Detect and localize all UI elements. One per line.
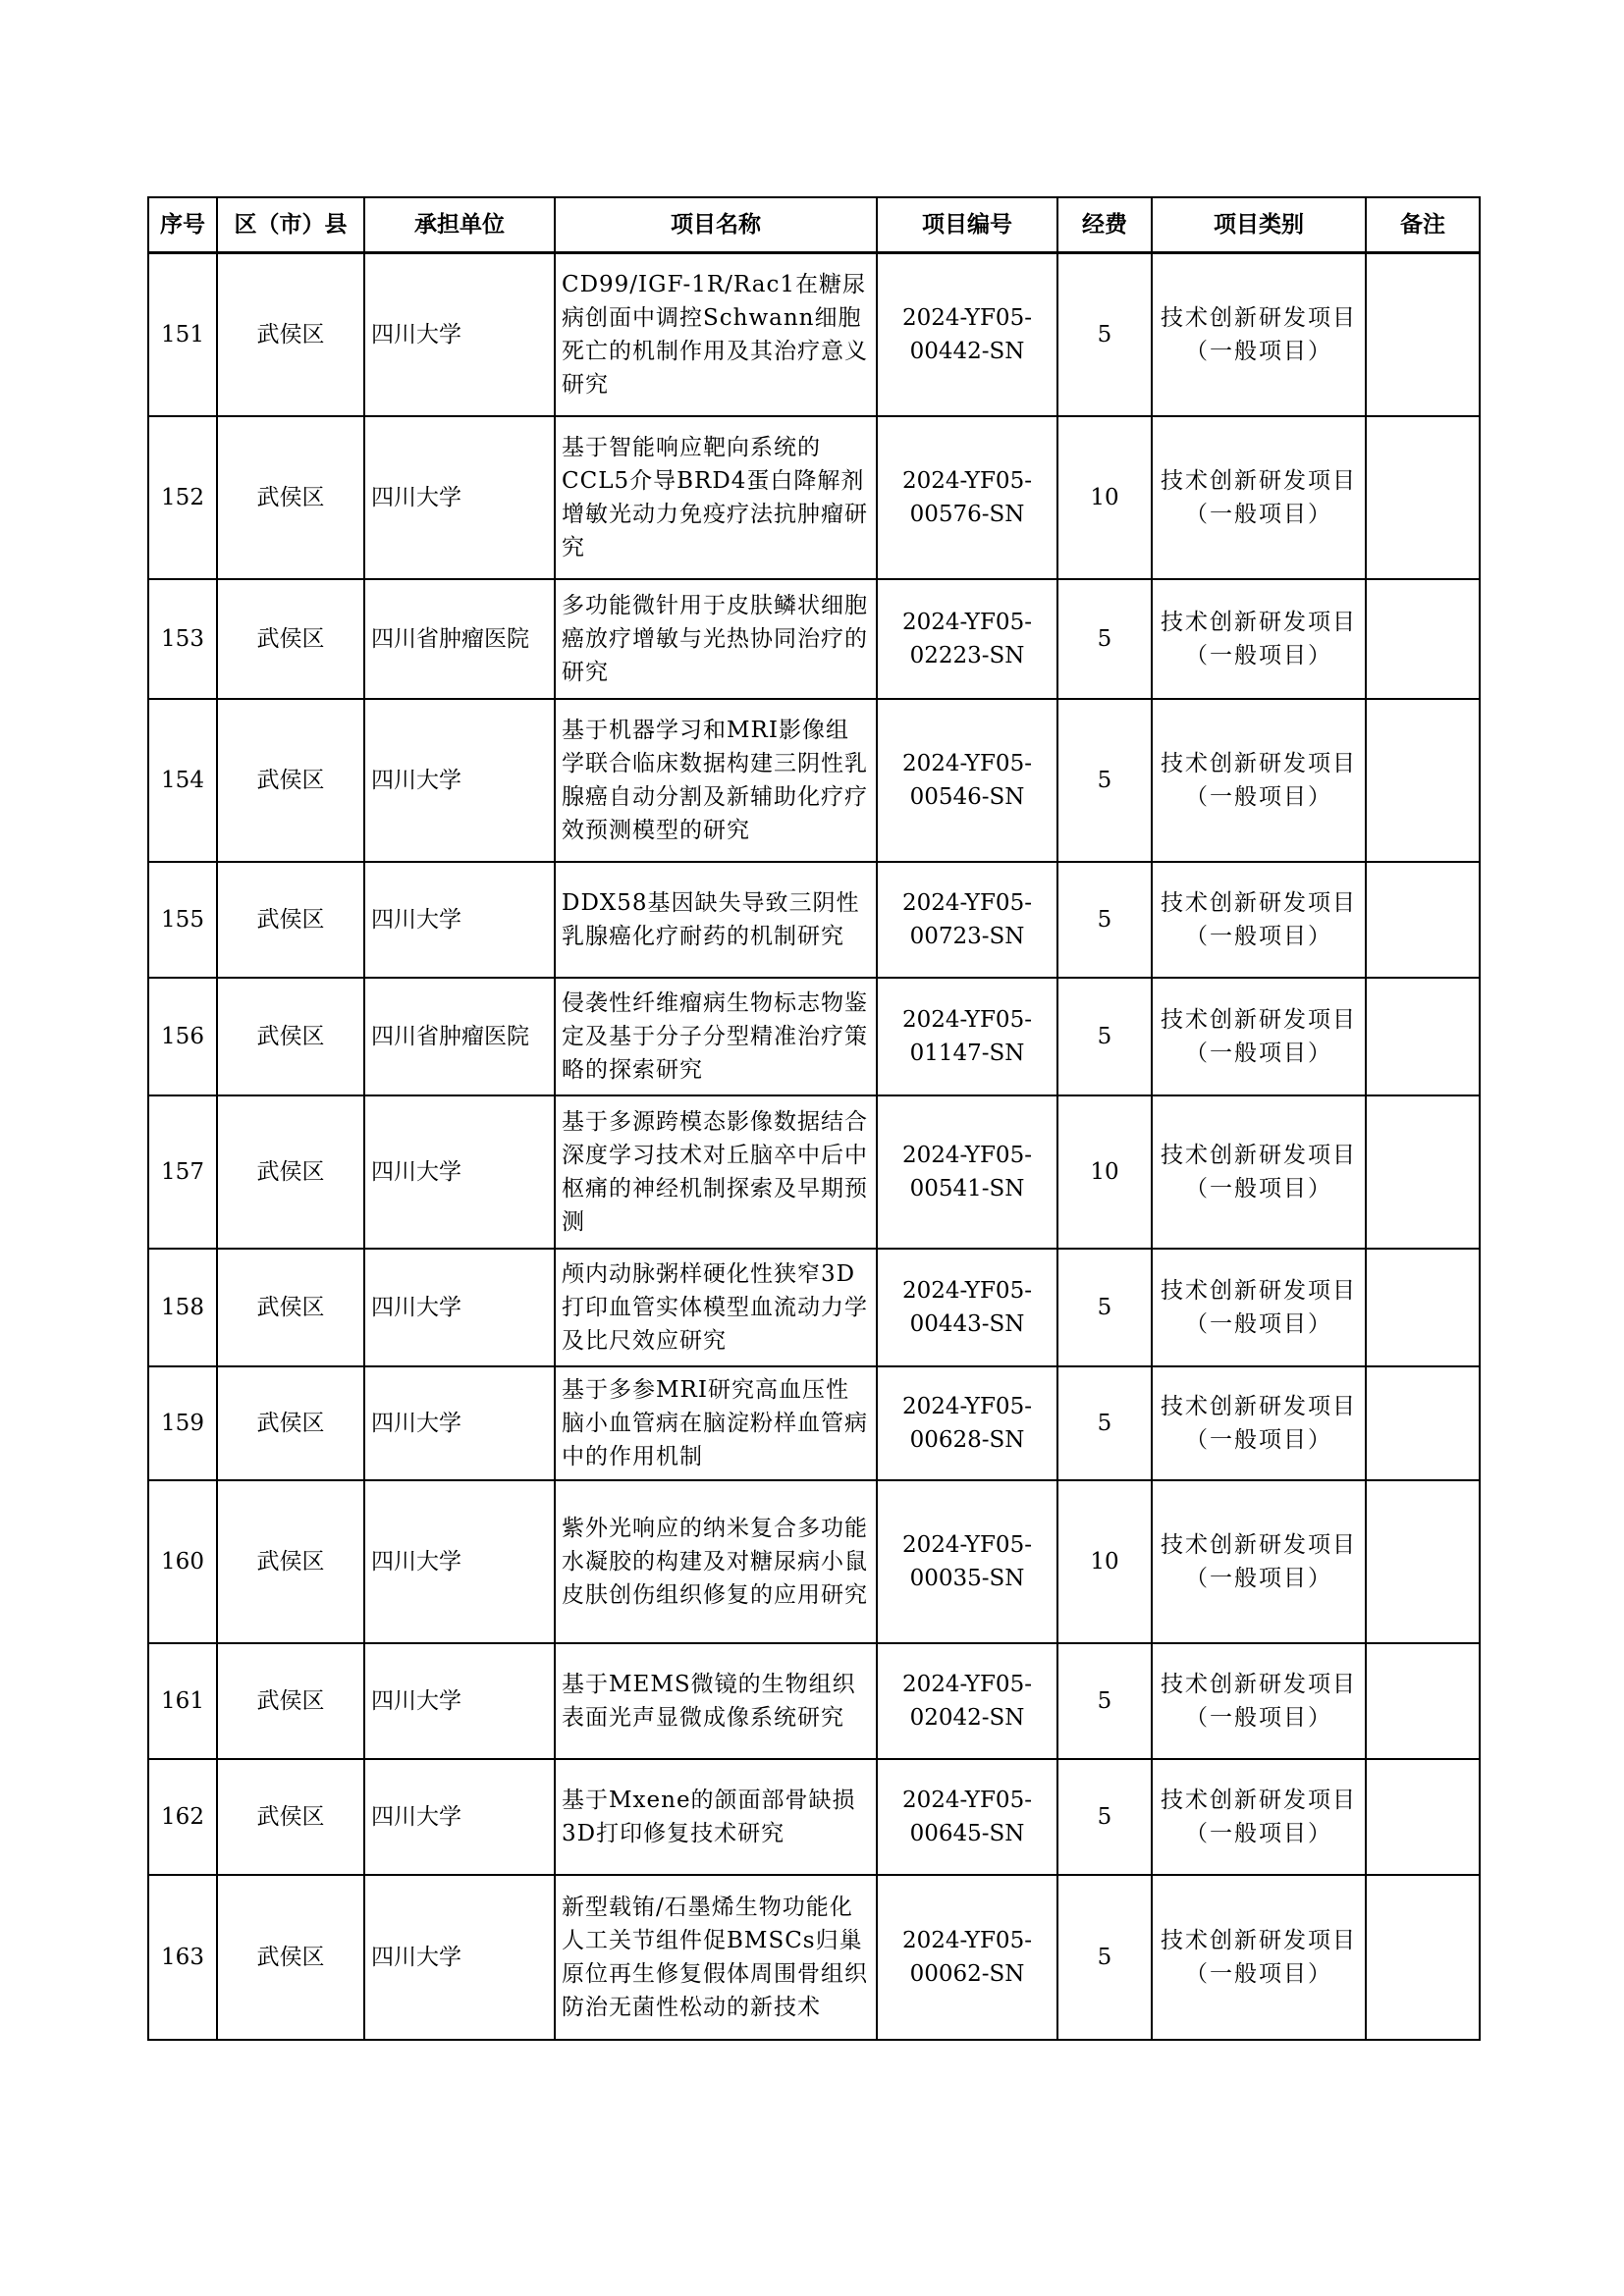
cell-serial: 151 bbox=[148, 253, 217, 416]
category-level: （一般项目） bbox=[1185, 1040, 1332, 1066]
cell-funding: 10 bbox=[1057, 416, 1152, 579]
cell-serial: 152 bbox=[148, 416, 217, 579]
cell-unit: 四川大学 bbox=[364, 1759, 555, 1875]
table-row bbox=[148, 1643, 1480, 1759]
cell-funding: 5 bbox=[1057, 1366, 1152, 1480]
cell-district: 武侯区 bbox=[217, 579, 364, 699]
cell-unit: 四川大学 bbox=[364, 1366, 555, 1480]
cell-category bbox=[1152, 1480, 1366, 1643]
cell-project-name: 颅内动脉粥样硬化性狭窄3D打印血管实体模型血流动力学及比尺效应研究 bbox=[555, 1249, 877, 1366]
cell-unit: 四川省肿瘤医院 bbox=[364, 579, 555, 699]
cell-project-name: 基于多参MRI研究高血压性脑小血管病在脑淀粉样血管病中的作用机制 bbox=[555, 1366, 877, 1480]
cell-district: 武侯区 bbox=[217, 1875, 364, 2040]
header-serial: 序号 bbox=[148, 197, 217, 253]
cell-project-code: 2024-YF05-00541-SN bbox=[877, 1095, 1057, 1249]
table-row bbox=[148, 862, 1480, 978]
cell-category bbox=[1152, 416, 1366, 579]
category-type: 技术创新研发项目 bbox=[1161, 1006, 1357, 1033]
cell-unit: 四川大学 bbox=[364, 699, 555, 862]
cell-project-name: CD99/IGF-1R/Rac1在糖尿病创面中调控Schwann细胞死亡的机制作用及其治疗意义研究 bbox=[555, 253, 877, 416]
cell-unit: 四川大学 bbox=[364, 416, 555, 579]
cell-project-code: 2024-YF05-00062-SN bbox=[877, 1875, 1057, 2040]
cell-project-code: 2024-YF05-00443-SN bbox=[877, 1249, 1057, 1366]
cell-project-name: 基于多源跨模态影像数据结合深度学习技术对丘脑卒中后中枢痛的神经机制探索及早期预测 bbox=[555, 1095, 877, 1249]
cell-remarks bbox=[1366, 978, 1480, 1095]
header-project-code: 项目编号 bbox=[877, 197, 1057, 253]
cell-funding: 10 bbox=[1057, 1095, 1152, 1249]
cell-funding: 5 bbox=[1057, 253, 1152, 416]
cell-category bbox=[1152, 1249, 1366, 1366]
category-type: 技术创新研发项目 bbox=[1161, 1531, 1357, 1558]
category-type: 技术创新研发项目 bbox=[1161, 1142, 1357, 1168]
header-district: 区（市）县 bbox=[217, 197, 364, 253]
cell-remarks bbox=[1366, 579, 1480, 699]
cell-district: 武侯区 bbox=[217, 1759, 364, 1875]
table-row bbox=[148, 699, 1480, 862]
cell-remarks bbox=[1366, 253, 1480, 416]
header-remarks: 备注 bbox=[1366, 197, 1480, 253]
cell-project-name: 基于MEMS微镜的生物组织表面光声显微成像系统研究 bbox=[555, 1643, 877, 1759]
cell-project-code: 2024-YF05-00546-SN bbox=[877, 699, 1057, 862]
cell-remarks bbox=[1366, 416, 1480, 579]
cell-serial: 163 bbox=[148, 1875, 217, 2040]
header-unit: 承担单位 bbox=[364, 197, 555, 253]
category-level: （一般项目） bbox=[1185, 783, 1332, 810]
category-type: 技术创新研发项目 bbox=[1161, 467, 1357, 494]
project-table bbox=[147, 196, 1481, 2041]
category-level: （一般项目） bbox=[1185, 1426, 1332, 1453]
table-row bbox=[148, 1366, 1480, 1480]
cell-unit: 四川大学 bbox=[364, 253, 555, 416]
cell-district: 武侯区 bbox=[217, 978, 364, 1095]
cell-funding: 5 bbox=[1057, 579, 1152, 699]
cell-project-code: 2024-YF05-02223-SN bbox=[877, 579, 1057, 699]
cell-district: 武侯区 bbox=[217, 1249, 364, 1366]
table-body bbox=[148, 253, 1480, 2040]
cell-project-name: 紫外光响应的纳米复合多功能水凝胶的构建及对糖尿病小鼠皮肤创伤组织修复的应用研究 bbox=[555, 1480, 877, 1643]
cell-project-name: 侵袭性纤维瘤病生物标志物鉴定及基于分子分型精准治疗策略的探索研究 bbox=[555, 978, 877, 1095]
cell-serial: 155 bbox=[148, 862, 217, 978]
cell-serial: 157 bbox=[148, 1095, 217, 1249]
category-type: 技术创新研发项目 bbox=[1161, 750, 1357, 776]
cell-unit: 四川大学 bbox=[364, 1095, 555, 1249]
table-row bbox=[148, 1875, 1480, 2040]
cell-category bbox=[1152, 1759, 1366, 1875]
cell-category bbox=[1152, 978, 1366, 1095]
category-level: （一般项目） bbox=[1185, 923, 1332, 949]
cell-remarks bbox=[1366, 1366, 1480, 1480]
cell-unit: 四川大学 bbox=[364, 1249, 555, 1366]
cell-funding: 5 bbox=[1057, 978, 1152, 1095]
table-row bbox=[148, 1095, 1480, 1249]
cell-category bbox=[1152, 1095, 1366, 1249]
cell-funding: 5 bbox=[1057, 1875, 1152, 2040]
cell-district: 武侯区 bbox=[217, 416, 364, 579]
cell-unit: 四川大学 bbox=[364, 862, 555, 978]
cell-serial: 159 bbox=[148, 1366, 217, 1480]
header-project-name: 项目名称 bbox=[555, 197, 877, 253]
cell-serial: 161 bbox=[148, 1643, 217, 1759]
category-level: （一般项目） bbox=[1185, 1960, 1332, 1987]
category-type: 技术创新研发项目 bbox=[1161, 889, 1357, 916]
table-row bbox=[148, 416, 1480, 579]
table-row bbox=[148, 1249, 1480, 1366]
cell-serial: 154 bbox=[148, 699, 217, 862]
table-header-row bbox=[148, 197, 1480, 253]
cell-remarks bbox=[1366, 1095, 1480, 1249]
cell-serial: 162 bbox=[148, 1759, 217, 1875]
header-category: 项目类别 bbox=[1152, 197, 1366, 253]
cell-funding: 5 bbox=[1057, 1759, 1152, 1875]
category-level: （一般项目） bbox=[1185, 338, 1332, 364]
cell-unit: 四川大学 bbox=[364, 1643, 555, 1759]
cell-district: 武侯区 bbox=[217, 1095, 364, 1249]
cell-funding: 10 bbox=[1057, 1480, 1152, 1643]
cell-district: 武侯区 bbox=[217, 699, 364, 862]
cell-unit: 四川大学 bbox=[364, 1875, 555, 2040]
cell-project-code: 2024-YF05-00576-SN bbox=[877, 416, 1057, 579]
cell-project-code: 2024-YF05-02042-SN bbox=[877, 1643, 1057, 1759]
cell-unit: 四川省肿瘤医院 bbox=[364, 978, 555, 1095]
cell-remarks bbox=[1366, 1759, 1480, 1875]
cell-category bbox=[1152, 1643, 1366, 1759]
cell-category bbox=[1152, 1366, 1366, 1480]
cell-project-code: 2024-YF05-00645-SN bbox=[877, 1759, 1057, 1875]
cell-remarks bbox=[1366, 1875, 1480, 2040]
cell-project-code: 2024-YF05-00723-SN bbox=[877, 862, 1057, 978]
table-row bbox=[148, 579, 1480, 699]
category-level: （一般项目） bbox=[1185, 1704, 1332, 1731]
category-level: （一般项目） bbox=[1185, 1565, 1332, 1591]
cell-project-code: 2024-YF05-01147-SN bbox=[877, 978, 1057, 1095]
cell-project-name: 基于机器学习和MRI影像组学联合临床数据构建三阴性乳腺癌自动分割及新辅助化疗疗效预测模型的研究 bbox=[555, 699, 877, 862]
cell-district: 武侯区 bbox=[217, 253, 364, 416]
cell-project-name: DDX58基因缺失导致三阴性乳腺癌化疗耐药的机制研究 bbox=[555, 862, 877, 978]
cell-category bbox=[1152, 253, 1366, 416]
category-type: 技术创新研发项目 bbox=[1161, 609, 1357, 635]
cell-project-name: 新型载铕/石墨烯生物功能化人工关节组件促BMSCs归巢原位再生修复假体周围骨组织防治无菌性松动的新技术 bbox=[555, 1875, 877, 2040]
cell-funding: 5 bbox=[1057, 1249, 1152, 1366]
cell-funding: 5 bbox=[1057, 862, 1152, 978]
cell-unit: 四川大学 bbox=[364, 1480, 555, 1643]
cell-category bbox=[1152, 862, 1366, 978]
table-row bbox=[148, 978, 1480, 1095]
category-type: 技术创新研发项目 bbox=[1161, 1787, 1357, 1813]
category-level: （一般项目） bbox=[1185, 1310, 1332, 1337]
category-type: 技术创新研发项目 bbox=[1161, 1277, 1357, 1304]
category-level: （一般项目） bbox=[1185, 501, 1332, 527]
cell-serial: 153 bbox=[148, 579, 217, 699]
category-level: （一般项目） bbox=[1185, 642, 1332, 668]
header-funding: 经费 bbox=[1057, 197, 1152, 253]
cell-district: 武侯区 bbox=[217, 1643, 364, 1759]
cell-project-code: 2024-YF05-00035-SN bbox=[877, 1480, 1057, 1643]
table-row bbox=[148, 1759, 1480, 1875]
cell-serial: 156 bbox=[148, 978, 217, 1095]
category-type: 技术创新研发项目 bbox=[1161, 1671, 1357, 1697]
cell-category bbox=[1152, 579, 1366, 699]
cell-project-name: 基于智能响应靶向系统的CCL5介导BRD4蛋白降解剂增敏光动力免疫疗法抗肿瘤研究 bbox=[555, 416, 877, 579]
cell-serial: 160 bbox=[148, 1480, 217, 1643]
category-type: 技术创新研发项目 bbox=[1161, 1927, 1357, 1953]
category-type: 技术创新研发项目 bbox=[1161, 1393, 1357, 1419]
category-type: 技术创新研发项目 bbox=[1161, 304, 1357, 331]
cell-remarks bbox=[1366, 1249, 1480, 1366]
cell-project-code: 2024-YF05-00628-SN bbox=[877, 1366, 1057, 1480]
table-row bbox=[148, 1480, 1480, 1643]
cell-category bbox=[1152, 699, 1366, 862]
cell-serial: 158 bbox=[148, 1249, 217, 1366]
cell-district: 武侯区 bbox=[217, 862, 364, 978]
cell-funding: 5 bbox=[1057, 699, 1152, 862]
cell-district: 武侯区 bbox=[217, 1366, 364, 1480]
category-level: （一般项目） bbox=[1185, 1175, 1332, 1201]
cell-project-name: 多功能微针用于皮肤鳞状细胞癌放疗增敏与光热协同治疗的研究 bbox=[555, 579, 877, 699]
cell-project-code: 2024-YF05-00442-SN bbox=[877, 253, 1057, 416]
cell-funding: 5 bbox=[1057, 1643, 1152, 1759]
cell-remarks bbox=[1366, 1480, 1480, 1643]
cell-district: 武侯区 bbox=[217, 1480, 364, 1643]
cell-category bbox=[1152, 1875, 1366, 2040]
cell-remarks bbox=[1366, 1643, 1480, 1759]
cell-remarks bbox=[1366, 862, 1480, 978]
cell-remarks bbox=[1366, 699, 1480, 862]
project-list-page bbox=[147, 196, 1479, 2041]
table-row bbox=[148, 253, 1480, 416]
category-level: （一般项目） bbox=[1185, 1820, 1332, 1846]
cell-project-name: 基于Mxene的颌面部骨缺损3D打印修复技术研究 bbox=[555, 1759, 877, 1875]
